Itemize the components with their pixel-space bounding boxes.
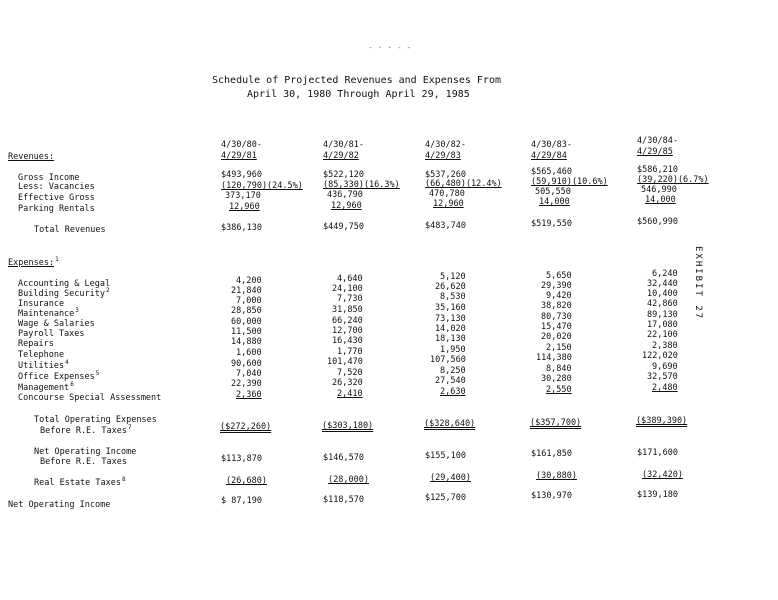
cell-value: (120,790)(24.5%) — [221, 181, 303, 191]
row-label: Effective Gross — [18, 193, 95, 203]
total-opex-label: Total Operating Expenses — [34, 415, 157, 425]
cell-value: 5,120 — [440, 272, 466, 282]
cell-value: 35,160 — [435, 303, 466, 313]
cell-value: 90,600 — [231, 359, 262, 369]
cell-value: 66,240 — [332, 316, 363, 326]
cell-value: $522,120 — [323, 170, 364, 180]
cell-value: 29,390 — [541, 281, 572, 291]
cell-value: 38,820 — [541, 301, 572, 311]
cell-value: 14,880 — [231, 337, 262, 347]
cell-value: 89,130 — [647, 310, 678, 320]
cell-value: 470,780 — [429, 189, 465, 199]
cell-value: 30,280 — [541, 374, 572, 384]
cell-value: 1,950 — [440, 345, 466, 355]
cell-value: $537,260 — [425, 170, 466, 180]
cell-value: 8,530 — [440, 292, 466, 302]
cell-value: 2,410 — [337, 389, 363, 399]
cell-value: (30,880) — [536, 471, 577, 481]
cell-value: 28,850 — [231, 306, 262, 316]
cell-value: (29,400) — [430, 473, 471, 483]
exhibit-label: EXHIBIT 27 — [693, 246, 703, 321]
cell-value: 32,440 — [647, 279, 678, 289]
cell-value: 27,540 — [435, 376, 466, 386]
cell-value: 8,250 — [440, 366, 466, 376]
cell-value: 436,790 — [327, 190, 363, 200]
revenues-heading: Revenues: — [8, 152, 55, 162]
cell-value: 7,000 — [236, 296, 262, 306]
cell-value: ($357,700) — [530, 418, 582, 428]
cell-value: ($328,640) — [424, 419, 476, 429]
cell-value: $130,970 — [531, 491, 572, 501]
cell-value: 15,470 — [541, 322, 572, 332]
cell-value: (85,330)(16.3%) — [323, 180, 400, 190]
period-header-3: 4/30/82- 4/29/83 — [425, 140, 466, 161]
row-label: Building Security$^2$ — [18, 287, 110, 299]
cell-value: 12,960 — [229, 202, 260, 212]
cell-value: $125,700 — [425, 493, 466, 503]
total-revenues-label: Total Revenues — [34, 225, 106, 235]
cell-value: 12,960 — [433, 199, 464, 209]
cell-value: 60,000 — [231, 317, 262, 327]
cell-value: $146,570 — [323, 453, 364, 463]
cell-value: 9,420 — [546, 291, 572, 301]
row-label: Wage & Salaries — [18, 319, 95, 329]
cell-value: 20,020 — [541, 332, 572, 342]
page-subtitle: April 30, 1980 Through April 29, 1985 — [247, 89, 470, 100]
cell-value: 26,620 — [435, 282, 466, 292]
scan-smudge: - · · - - — [368, 43, 412, 52]
cell-value: 17,080 — [647, 320, 678, 330]
cell-value: ($303,180) — [322, 421, 374, 431]
cell-value: $386,130 — [221, 223, 262, 233]
cell-value: 2,480 — [652, 383, 678, 393]
cell-value: 5,650 — [546, 271, 572, 281]
row-label: Insurance — [18, 299, 65, 309]
cell-value: ($272,260) — [220, 422, 272, 432]
cell-value: 14,000 — [645, 195, 676, 205]
noi-label: Net Operating Income — [8, 500, 111, 510]
cell-value: (32,420) — [642, 470, 683, 480]
cell-value: ($389,390) — [636, 416, 688, 426]
cell-value: 12,960 — [331, 201, 362, 211]
cell-value: $118,570 — [323, 495, 364, 505]
cell-value: $ 87,190 — [221, 496, 262, 506]
cell-value: 42,860 — [647, 299, 678, 309]
period-header-2: 4/30/81- 4/29/82 — [323, 140, 364, 161]
cell-value: (66,480)(12.4%) — [425, 179, 502, 189]
period-header-1: 4/30/80- 4/29/81 — [221, 140, 262, 161]
re-taxes-label: Real Estate Taxes$^8$ — [34, 476, 126, 488]
cell-value: 1,600 — [236, 348, 262, 358]
cell-value: 10,400 — [647, 289, 678, 299]
cell-value: 7,730 — [337, 294, 363, 304]
cell-value: 26,320 — [332, 378, 363, 388]
cell-value: 80,730 — [541, 312, 572, 322]
cell-value: $519,550 — [531, 219, 572, 229]
period-header-5: 4/30/84- 4/29/85 — [637, 136, 678, 157]
cell-value: 1,770 — [337, 347, 363, 357]
total-opex-label-2: Before R.E. Taxes$^7$ — [40, 424, 132, 436]
cell-value: $483,740 — [425, 221, 466, 231]
cell-value: 32,570 — [647, 372, 678, 382]
cell-value: $565,460 — [531, 167, 572, 177]
cell-value: 546,990 — [641, 185, 677, 195]
cell-value: 2,550 — [546, 385, 572, 395]
row-label: Accounting & Legal — [18, 279, 111, 289]
cell-value: 2,380 — [652, 341, 678, 351]
cell-value: $493,960 — [221, 170, 262, 180]
cell-value: 7,040 — [236, 369, 262, 379]
row-label: Utilities$^4$ — [18, 359, 69, 371]
cell-value: 2,360 — [236, 390, 262, 400]
cell-value: $586,210 — [637, 165, 678, 175]
cell-value: (28,000) — [328, 475, 369, 485]
cell-value: (39,220)(6.7%) — [637, 175, 709, 185]
cell-value: $161,850 — [531, 449, 572, 459]
cell-value: 12,700 — [332, 326, 363, 336]
cell-value: $560,990 — [637, 217, 678, 227]
cell-value: $139,180 — [637, 490, 678, 500]
cell-value: 22,100 — [647, 330, 678, 340]
cell-value: 73,130 — [435, 314, 466, 324]
row-label: Concourse Special Assessment — [18, 393, 162, 403]
cell-value: 7,520 — [337, 368, 363, 378]
cell-value: 4,640 — [337, 274, 363, 284]
row-label: Maintenance$^3$ — [18, 307, 79, 319]
row-label: Telephone — [18, 350, 65, 360]
cell-value: 16,430 — [332, 336, 363, 346]
cell-value: 14,000 — [539, 197, 570, 207]
cell-value: 107,560 — [430, 355, 466, 365]
cell-value: 122,020 — [642, 351, 678, 361]
cell-value: 31,850 — [332, 305, 363, 315]
cell-value: 114,380 — [536, 353, 572, 363]
cell-value: 14,020 — [435, 324, 466, 334]
cell-value: $155,100 — [425, 451, 466, 461]
row-label: Repairs — [18, 339, 54, 349]
cell-value: 505,550 — [535, 187, 571, 197]
cell-value: 18,130 — [435, 334, 466, 344]
cell-value: (59,910)(10.6%) — [531, 177, 608, 187]
cell-value: 21,840 — [231, 286, 262, 296]
cell-value: 101,470 — [327, 357, 363, 367]
cell-value: $113,870 — [221, 454, 262, 464]
row-label: Less: Vacancies — [18, 182, 95, 192]
cell-value: $171,600 — [637, 448, 678, 458]
period-header-4: 4/30/83- 4/29/84 — [531, 140, 572, 161]
row-label: Parking Rentals — [18, 204, 95, 214]
cell-value: 6,240 — [652, 269, 678, 279]
row-label: Payroll Taxes — [18, 329, 85, 339]
cell-value: 373,170 — [225, 191, 261, 201]
row-label: Gross Income — [18, 173, 80, 183]
cell-value: 9,690 — [652, 362, 678, 372]
row-label: Management$^6$ — [18, 381, 74, 393]
noi-before-label-2: Before R.E. Taxes — [40, 457, 127, 467]
row-label: Office Expenses$^5$ — [18, 370, 100, 382]
cell-value: 2,150 — [546, 343, 572, 353]
cell-value: 2,630 — [440, 387, 466, 397]
noi-before-label: Net Operating Income — [34, 447, 137, 457]
cell-value: 8,840 — [546, 364, 572, 374]
page-title: Schedule of Projected Revenues and Expenses From — [212, 75, 501, 86]
cell-value: 11,500 — [231, 327, 262, 337]
cell-value: (26,680) — [226, 476, 267, 486]
cell-value: 4,200 — [236, 276, 262, 286]
cell-value: 22,390 — [231, 379, 262, 389]
expenses-heading: Expenses:$^1$ — [8, 256, 59, 268]
cell-value: $449,750 — [323, 222, 364, 232]
cell-value: 24,100 — [332, 284, 363, 294]
